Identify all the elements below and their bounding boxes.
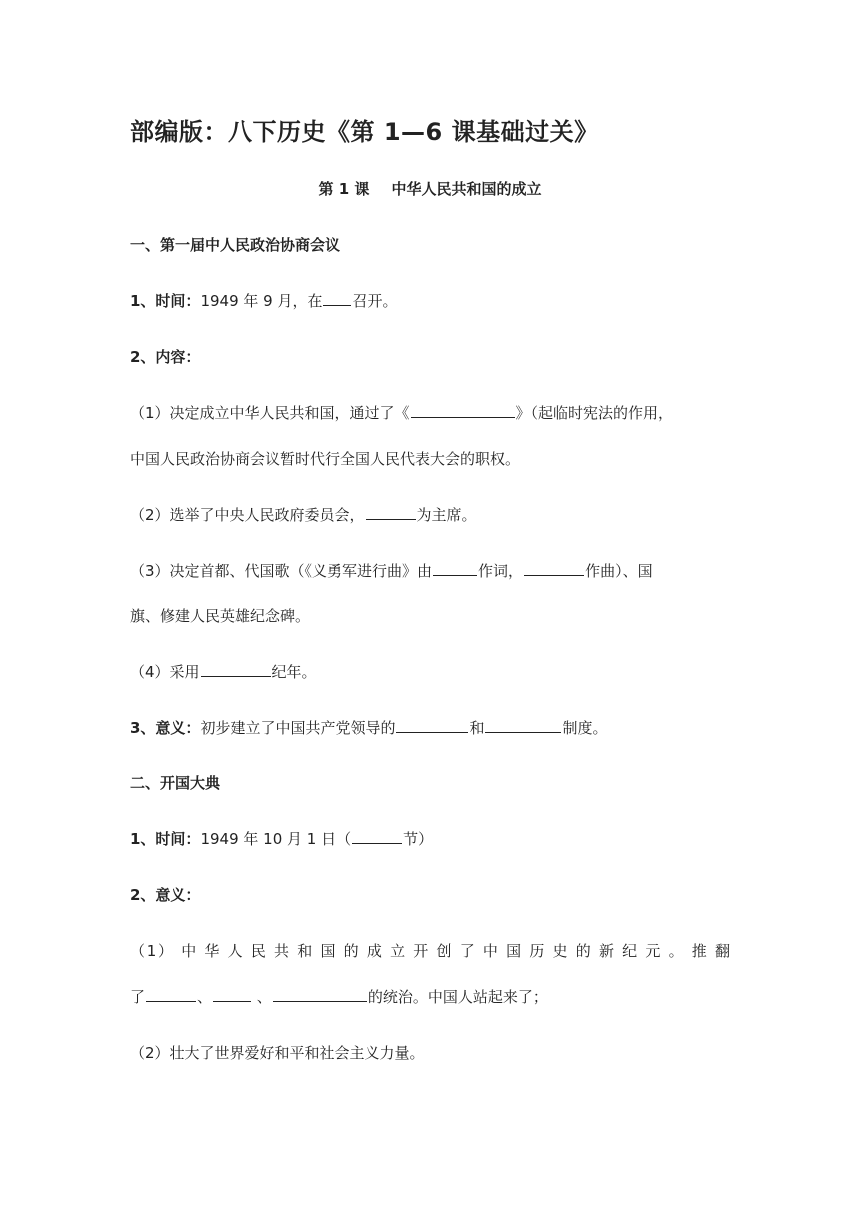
m1-text-c: 、	[197, 988, 213, 1006]
c4-text-b: 纪年。	[271, 663, 317, 681]
c2-text-a: （2）选举了中央人民政府委员会，	[130, 506, 365, 524]
content-item-3-cont: 旗、修建人民英雄纪念碑。	[130, 607, 311, 625]
s1-time-line	[130, 290, 397, 311]
s1-time-label: 1、时间：	[130, 292, 201, 310]
blank-composer[interactable]	[524, 561, 584, 576]
s2-time-label: 1、时间：	[130, 830, 201, 848]
section-1-heading: 一、第一届中人民政治协商会议	[130, 236, 341, 254]
s2-time-text: 1949 年 10 月 1 日（	[200, 830, 352, 848]
c2-text-b: 为主席。	[416, 506, 477, 524]
content-item-1-cont: 中国人民政治协商会议暂时代行全国人民代表大会的职权。	[130, 450, 521, 468]
blank-common-program[interactable]	[411, 403, 515, 418]
s1-sig-text-b: 和	[469, 719, 485, 737]
blank-imperialism[interactable]	[146, 987, 196, 1002]
content-item-1	[130, 402, 673, 423]
s1-time-text-end: 召开。	[352, 292, 398, 310]
blank-calendar[interactable]	[201, 662, 271, 677]
s1-significance-label: 3、意义：	[130, 719, 201, 737]
c3-text-b: 作词，	[478, 562, 524, 580]
m1-text-d: 、	[252, 988, 272, 1006]
meaning-item-2: （2）壮大了世界爱好和平和社会主义力量。	[130, 1044, 425, 1062]
lesson-heading	[0, 178, 860, 199]
c4-text-a: （4）采用	[130, 663, 200, 681]
blank-system-2[interactable]	[485, 718, 561, 733]
section-2-heading: 二、开国大典	[130, 774, 221, 792]
document-title: 部编版：八下历史《第 1—6 课基础过关》	[130, 118, 599, 146]
c1-text-b: 》（起临时宪法的作用，	[515, 404, 674, 422]
meaning-item-1: （1） 中 华 人 民 共 和 国 的 成 立 开 创 了 中 国 历 史 的 新 纪 元 。 推 翻	[130, 942, 730, 960]
m1-text-e: 的统治。中国人站起来了；	[367, 988, 548, 1006]
c3-text-c: 作曲）、国	[585, 562, 653, 580]
s2-significance-label: 2、意义：	[130, 886, 201, 904]
blank-holiday[interactable]	[352, 829, 402, 844]
s1-sig-text-c: 制度。	[562, 719, 608, 737]
blank-bureaucratic-capitalism[interactable]	[273, 987, 367, 1002]
blank-system-1[interactable]	[396, 718, 468, 733]
lesson-number: 第 1 课	[318, 180, 370, 198]
blank-lyricist[interactable]	[433, 561, 477, 576]
m1-text-b: 了	[130, 988, 146, 1006]
c1-text-a: （1）决定成立中华人民共和国，通过了《	[130, 404, 410, 422]
meaning-item-1-cont	[130, 986, 548, 1007]
c3-text-a: （3）决定首都、代国歌（《义勇军进行曲》由	[130, 562, 433, 580]
content-item-3	[130, 560, 653, 581]
blank-feudalism[interactable]	[213, 987, 251, 1002]
s1-time-text: 1949 年 9 月，在	[200, 292, 323, 310]
s2-time-text-end: 节）	[403, 830, 434, 848]
content-item-4	[130, 661, 317, 682]
lesson-name: 中华人民共和国的成立	[391, 180, 542, 198]
s1-content-label: 2、内容：	[130, 348, 201, 366]
content-item-2	[130, 504, 477, 525]
blank-venue[interactable]	[323, 291, 351, 306]
s1-significance-line	[130, 717, 607, 738]
s2-time-line	[130, 828, 433, 849]
s1-sig-text-a: 初步建立了中国共产党领导的	[200, 719, 396, 737]
blank-chairman[interactable]	[366, 505, 416, 520]
